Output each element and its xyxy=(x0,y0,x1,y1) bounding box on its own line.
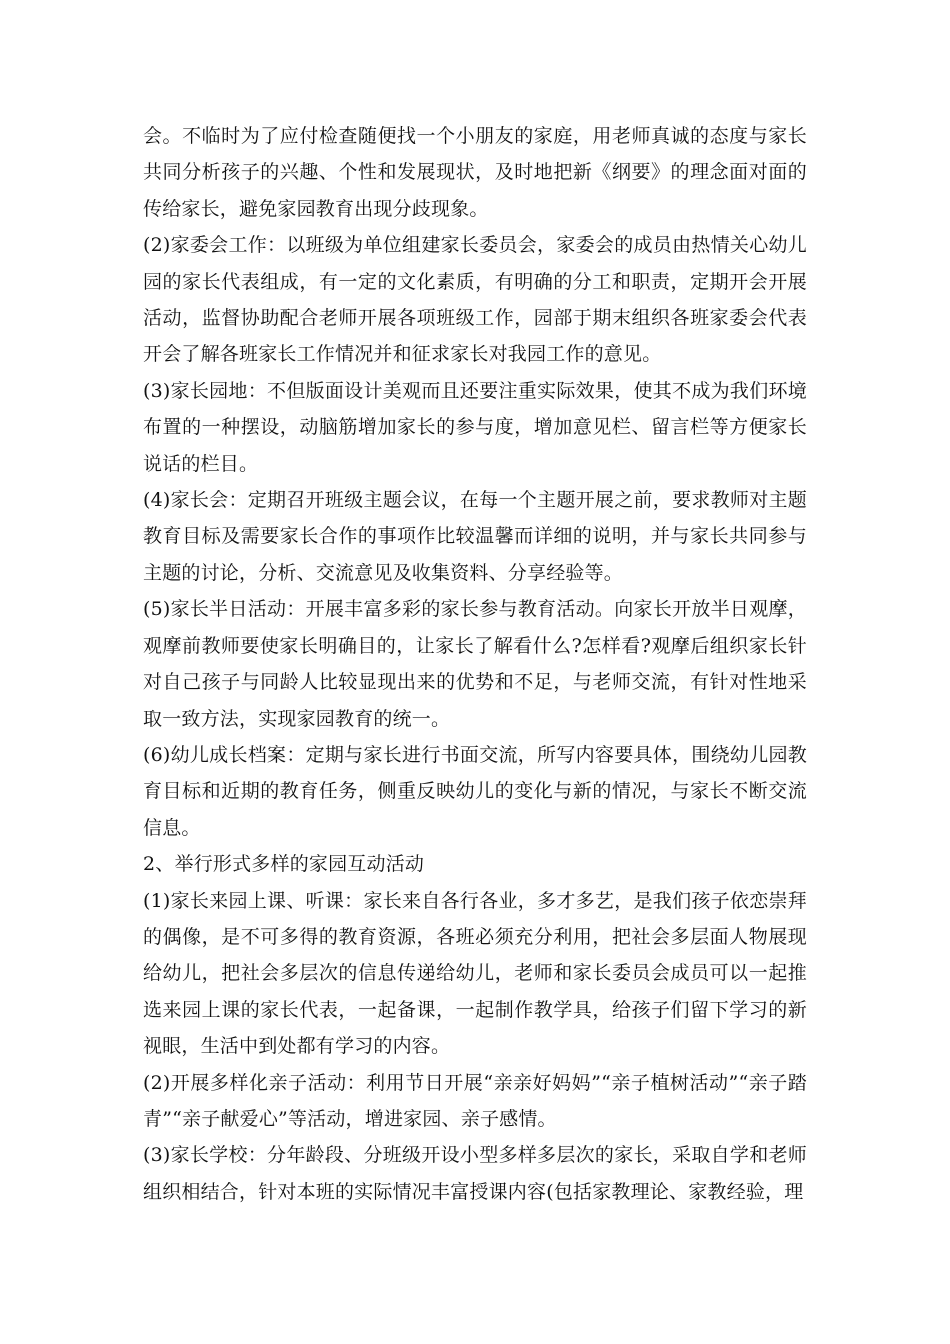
paragraph-parent-committee: (2)家委会工作：以班级为单位组建家长委员会，家委会的成员由热情关心幼儿园的家长代表组成，有一定的文化素质，有明确的分工和职责，定期开会开展活动，监督协助配合老师开展各项班级工作，园部于期末组织各班家委会代表开会了解各班家长工作情况并和征求家长对我园工作的意见。 xyxy=(143,234,807,366)
paragraph-parent-lectures: (1)家长来园上课、听课：家长来自各行各业，多才多艺，是我们孩子依恋崇拜的偶像，是不可多得的教育资源，各班必须充分利用，把社会多层面人物展现给幼儿，把社会多层次的信息传递给幼儿，老师和家长委员会成员可以一起推选来园上课的家长代表，一起备课，一起制作教学具，给孩子们留下学习的新视眼，生活中到处都有学习的内容。 xyxy=(143,889,807,1058)
document-body xyxy=(143,118,807,1210)
section-heading: 2、举行形式多样的家园互动活动 xyxy=(143,853,425,876)
paragraph-parent-school: (3)家长学校：分年龄段、分班级开设小型多样多层次的家长，采取自学和老师组织相结合，针对本班的实际情况丰富授课内容(包括家教理论、家教经验，理 xyxy=(143,1144,807,1203)
paragraph-parent-child-activities: (2)开展多样化亲子活动：利用节日开展“亲亲好妈妈”“亲子植树活动”“亲子踏青”“亲子献爱心”等活动，增进家园、亲子感情。 xyxy=(143,1071,807,1130)
paragraph-half-day-activity: (5)家长半日活动：开展丰富多彩的家长参与教育活动。向家长开放半日观摩，观摩前教师要使家长明确目的，让家长了解看什么?怎样看?观摩后组织家长针对自己孩子与同龄人比较显现出来的优势和不足，与老师交流，有针对性地采取一致方法，实现家园教育的统一。 xyxy=(143,598,807,730)
paragraph-parent-meeting: (4)家长会：定期召开班级主题会议，在每一个主题开展之前，要求教师对主题教育目标及需要家长合作的事项作比较温馨而详细的说明，并与家长共同参与主题的讨论，分析、交流意见及收集资料、分享经验等。 xyxy=(143,489,807,584)
paragraph-parent-board: (3)家长园地：不但版面设计美观而且还要注重实际效果，使其不成为我们环境布置的一种摆设，动脑筋增加家长的参与度，增加意见栏、留言栏等方便家长说话的栏目。 xyxy=(143,379,807,475)
paragraph-growth-archive: (6)幼儿成长档案：定期与家长进行书面交流，所写内容要具体，围绕幼儿园教育目标和近期的教育任务，侧重反映幼儿的变化与新的情况，与家长不断交流信息。 xyxy=(143,743,807,839)
paragraph-continuation: 会。不临时为了应付检查随便找一个小朋友的家庭，用老师真诚的态度与家长共同分析孩子的兴趣、个性和发展现状，及时地把新《纲要》的理念面对面的传给家长，避免家园教育出现分歧现象。 xyxy=(143,125,807,220)
